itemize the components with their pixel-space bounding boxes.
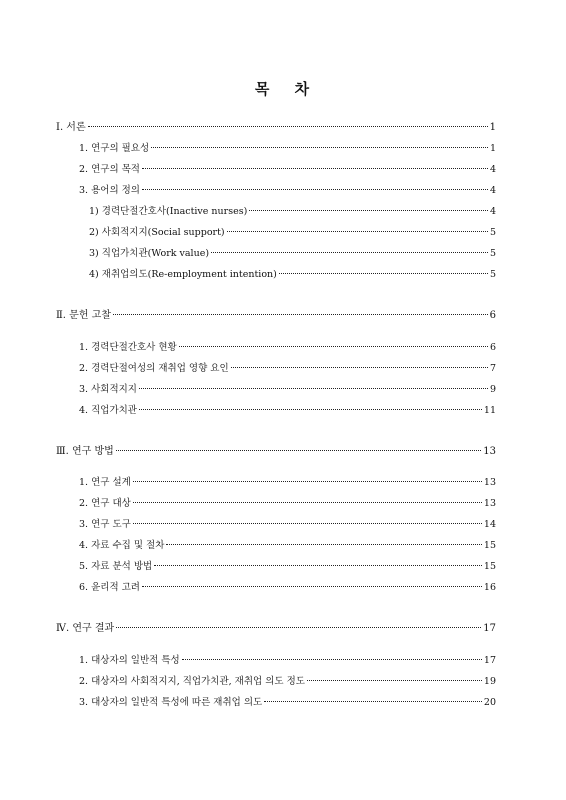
toc-entry <box>79 655 496 667</box>
toc-entry <box>79 697 496 709</box>
dot-leader <box>142 168 488 169</box>
toc-entry-page: 5 <box>489 227 496 238</box>
toc-entry-page: 5 <box>489 248 496 259</box>
toc-entry-label: 2) 사회적지지(Social support) <box>89 227 225 238</box>
toc-entry-page: 19 <box>483 676 496 687</box>
toc-entry-page: 6 <box>489 342 496 353</box>
toc-entry <box>79 405 496 417</box>
toc-entry-label: 1. 연구의 필요성 <box>79 143 150 154</box>
toc-entry-label: Ⅳ. 연구 결과 <box>56 623 115 634</box>
toc-entry-page: 17 <box>483 655 496 666</box>
dot-leader <box>133 523 482 524</box>
toc-entry-page: 13 <box>483 498 496 509</box>
toc-entry-label: 4. 직업가치관 <box>79 405 137 416</box>
toc-entry-label: 3) 직업가치관(Work value) <box>89 248 210 259</box>
toc-entry-page: 15 <box>483 540 496 551</box>
dot-leader <box>133 502 482 503</box>
toc-entry-label: 3. 연구 도구 <box>79 519 131 530</box>
toc-entry <box>79 498 496 510</box>
toc-entry-page: 13 <box>483 477 496 488</box>
toc-entry <box>56 446 496 458</box>
toc-entry-page: 1 <box>489 143 496 154</box>
dot-leader <box>142 586 482 587</box>
toc-entry-page: 4 <box>489 164 496 175</box>
dot-leader <box>211 252 488 253</box>
toc-entry <box>89 248 496 260</box>
dot-leader <box>88 126 488 127</box>
toc-entry-label: 4. 자료 수집 및 절차 <box>79 540 165 551</box>
dot-leader <box>116 627 481 628</box>
toc-entry-page: 6 <box>489 310 496 321</box>
toc-entry-label: 3. 용어의 정의 <box>79 185 140 196</box>
dot-leader <box>179 346 488 347</box>
toc-entry-page: 5 <box>489 269 496 280</box>
toc-entry <box>79 561 496 573</box>
dot-leader <box>113 314 488 315</box>
dot-leader <box>166 544 482 545</box>
toc-entry-page: 14 <box>483 519 496 530</box>
dot-leader <box>264 701 482 702</box>
page-title: 목 차 <box>254 80 320 98</box>
toc-entry <box>56 122 496 134</box>
toc-entry-page: 7 <box>489 363 496 374</box>
toc-entry <box>79 363 496 375</box>
toc-entry-label: 3. 대상자의 일반적 특성에 따른 재취업 의도 <box>79 697 263 708</box>
toc-entry <box>79 519 496 531</box>
toc-entry-label: 1. 대상자의 일반적 특성 <box>79 655 180 666</box>
toc-entry-label: 2. 경력단절여성의 재취업 영향 요인 <box>79 363 229 374</box>
toc-entry <box>56 623 496 635</box>
toc-entry-label: 5. 자료 분석 방법 <box>79 561 153 572</box>
toc-entry <box>79 185 496 197</box>
toc-entry-label: 2. 연구 대상 <box>79 498 131 509</box>
toc-entry-page: 17 <box>483 623 496 634</box>
dot-leader <box>307 680 482 681</box>
dot-leader <box>249 210 488 211</box>
toc-entry-label: 4) 재취업의도(Re-employment intention) <box>89 269 277 280</box>
dot-leader <box>133 481 482 482</box>
toc-entry-label: Ⅲ. 연구 방법 <box>56 446 114 457</box>
toc-entry <box>79 540 496 552</box>
toc-entry-label: 2. 연구의 목적 <box>79 164 140 175</box>
toc-entry-page: 1 <box>489 122 496 133</box>
toc-entry-page: 11 <box>483 405 496 416</box>
dot-leader <box>139 388 488 389</box>
toc-entry-page: 4 <box>489 185 496 196</box>
dot-leader <box>279 273 488 274</box>
toc-entry <box>89 227 496 239</box>
dot-leader <box>151 147 488 148</box>
toc-entry-page: 20 <box>483 697 496 708</box>
toc-entry-page: 4 <box>489 206 496 217</box>
toc-entry-page: 16 <box>483 582 496 593</box>
toc-entry-label: 2. 대상자의 사회적지지, 직업가치관, 재취업 의도 정도 <box>79 676 305 687</box>
toc-entry-label: Ⅰ. 서론 <box>56 122 86 133</box>
toc-entry <box>79 342 496 354</box>
toc-entry-label: 1. 경력단절간호사 현황 <box>79 342 177 353</box>
dot-leader <box>139 409 482 410</box>
toc-entry <box>79 582 496 594</box>
dot-leader <box>182 659 482 660</box>
toc-entry <box>89 206 496 218</box>
toc-entry <box>79 164 496 176</box>
toc-entry <box>56 310 496 322</box>
toc-entry-page: 13 <box>483 446 496 457</box>
toc-entry <box>79 384 496 396</box>
toc-entry-label: 1. 연구 설계 <box>79 477 131 488</box>
dot-leader <box>116 450 481 451</box>
dot-leader <box>231 367 488 368</box>
toc-entry <box>79 143 496 155</box>
toc-entry-page: 9 <box>489 384 496 395</box>
toc-entry <box>89 269 496 281</box>
toc-entry-label: Ⅱ. 문헌 고찰 <box>56 310 111 321</box>
toc-entry-page: 15 <box>483 561 496 572</box>
toc-entry-label: 3. 사회적지지 <box>79 384 137 395</box>
toc-entry-label: 6. 윤리적 고려 <box>79 582 140 593</box>
dot-leader <box>227 231 488 232</box>
dot-leader <box>142 189 488 190</box>
dot-leader <box>154 565 482 566</box>
toc-entry-label: 1) 경력단절간호사(Inactive nurses) <box>89 206 248 217</box>
toc-entry <box>79 477 496 489</box>
toc-entry <box>79 676 496 688</box>
